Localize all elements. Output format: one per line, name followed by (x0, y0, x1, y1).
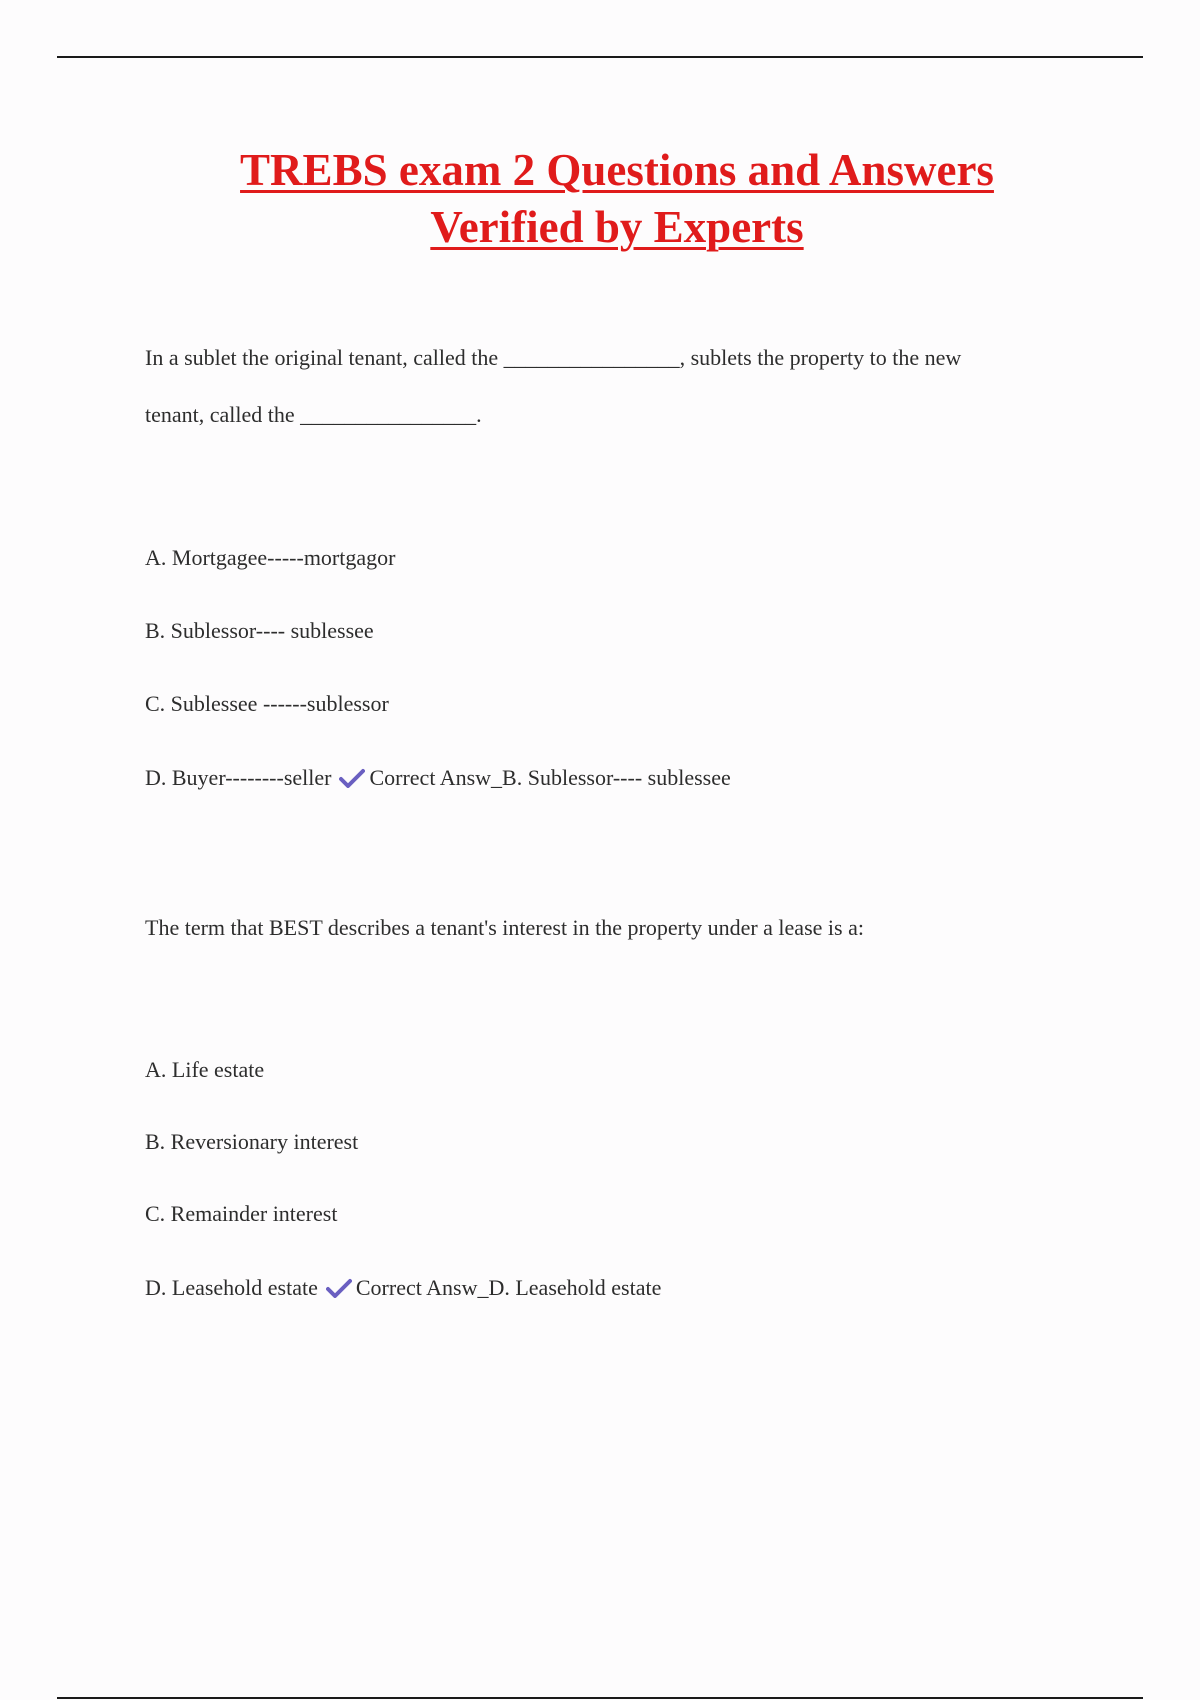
question-2-option-b: B. Reversionary interest (145, 1129, 359, 1154)
question-1-answer: Correct Answ_B. Sublessor---- sublessee (369, 765, 731, 790)
question-2-option-c: C. Remainder interest (145, 1201, 338, 1226)
question-2-option-d-row (145, 1275, 661, 1301)
checkmark-icon (326, 1278, 352, 1298)
title-line-1: TREBS exam 2 Questions and Answers (240, 145, 994, 195)
footer-rule (57, 1697, 1143, 1699)
question-1-option-d-row (145, 765, 731, 791)
question-1-option-c: C. Sublessee ------sublessor (145, 691, 389, 716)
checkmark-icon (339, 768, 365, 788)
question-1-option-b: B. Sublessor---- sublessee (145, 618, 374, 643)
question-1-option-d: D. Buyer--------seller (145, 765, 332, 790)
question-1-stem-line-2: tenant, called the ________________. (145, 402, 482, 427)
header-rule (57, 56, 1143, 58)
question-1-option-a: A. Mortgagee-----mortgagor (145, 545, 396, 570)
question-2-stem: The term that BEST describes a tenant's interest in the property under a lease is a: (145, 915, 864, 940)
question-2-option-a: A. Life estate (145, 1057, 265, 1082)
question-2-option-d: D. Leasehold estate (145, 1275, 318, 1300)
question-2-answer: Correct Answ_D. Leasehold estate (355, 1275, 662, 1300)
question-1-stem-line-1: In a sublet the original tenant, called the ________________, sublets the property to the new (145, 345, 962, 370)
document-title (57, 142, 1177, 256)
title-line-2: Verified by Experts (430, 202, 804, 252)
